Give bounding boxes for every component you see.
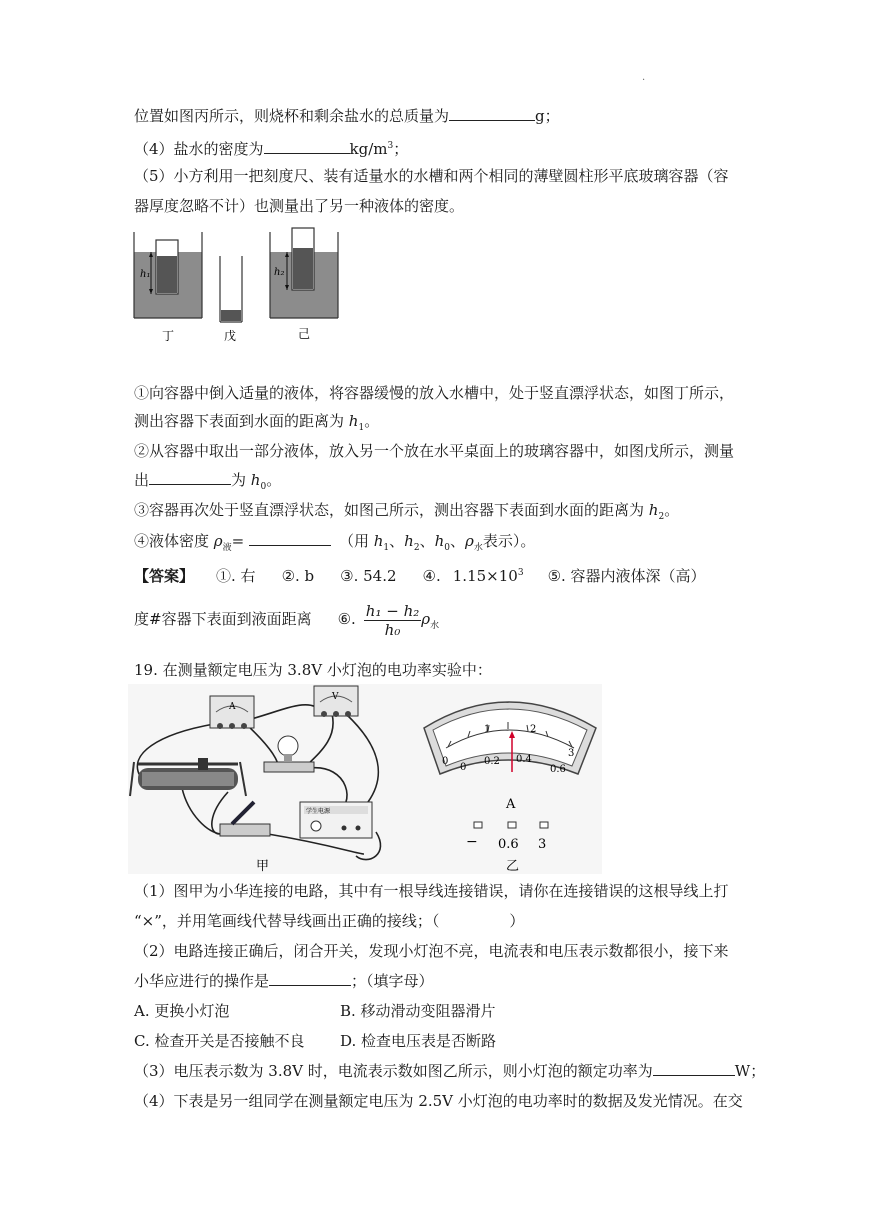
sym-rho-water-sub: 水 [473, 543, 483, 553]
text-line-1 [134, 106, 560, 126]
sym-h1-sub: 1 [358, 423, 365, 433]
sym-h: h [373, 532, 384, 550]
figure-containers [130, 222, 345, 348]
q19-part1a: （1）图甲为小华连接的电路，其中有一根导线连接错误，请你在连接错误的这根导线上打 [134, 882, 729, 900]
power-label: 学生电源 [306, 808, 331, 815]
sym-h0-sub: 0 [444, 543, 450, 553]
label-jia: 甲 [256, 859, 270, 874]
option-b: B. 移动滑动变阻器滑片 [340, 1002, 496, 1020]
figure-circuit [128, 684, 602, 874]
sym-h1-sub: 1 [383, 543, 390, 553]
q19-part1b [134, 911, 524, 931]
terminal-06: 0.6 [498, 837, 519, 852]
voltmeter-letter: V [332, 692, 339, 702]
dial-letter: A [506, 797, 516, 812]
step-4-pre: ④液体密度 [134, 532, 214, 550]
step-2a: ②从容器中取出一部分液体，放入另一个放在水平桌面上的玻璃容器中，如图戊所示，测量 [134, 442, 735, 460]
unit-sup: 3 [387, 141, 394, 151]
step-2b-pre: 出 [134, 471, 150, 489]
answer-3: ③. 54.2 [340, 567, 397, 585]
sym-rho: ρ [465, 532, 474, 550]
outer-2: 2 [530, 724, 537, 735]
answer-blank [264, 139, 350, 154]
options-cd [134, 1031, 496, 1051]
sym-rho: ρ [421, 610, 431, 628]
q19-part4: （4）下表是另一组同学在测量额定电压为 2.5V 小灯泡的电功率时的数据及发光情况。在交 [134, 1092, 743, 1110]
answer-blank [449, 106, 535, 121]
text-l2-tail: ； [393, 140, 409, 158]
sep: 、 [450, 532, 466, 550]
label-h1: h₁ [140, 269, 151, 280]
label-yi: 乙 [506, 859, 520, 874]
q19-part1b-text: “×”，并用笔画线代替导线画出正确的接线；（ [134, 912, 440, 930]
power-supply [300, 802, 372, 838]
sym-rho: ρ [213, 532, 223, 550]
sym-h0-sub: 0 [260, 482, 267, 492]
option-c: C. 检查开关是否接触不良 [134, 1032, 305, 1050]
step-3: ③容器再次处于竖直漂浮状态，如图己所示，测出容器下表面到水面的距离为 $h_2$。 [134, 501, 680, 522]
answer-5-cont: 度#容器下表面到液面距离 [134, 610, 312, 628]
q19-part2b-text: 小华应进行的操作是 [134, 972, 270, 990]
q19-part3-text: （3）电压表示数为 3.8V 时，电流表示数如图乙所示，则小灯泡的额定功率为 [134, 1062, 653, 1080]
sym-h: h [348, 412, 359, 430]
ammeter [210, 696, 254, 729]
answer-blank [653, 1061, 735, 1076]
step-1b: 测出容器下表面到水面的距离为 $h_1$。 [134, 412, 380, 433]
answer-2: ②. b [281, 567, 315, 585]
inner-2: 0.4 [516, 754, 532, 765]
question-19: 19. 在测量额定电压为 3.8V 小灯泡的电功率实验中： [134, 661, 492, 679]
unit: kg/m [349, 140, 388, 158]
step-4 [134, 531, 535, 558]
answer-line-2 [134, 601, 439, 644]
fraction-numerator: h₁ − h₂ [365, 601, 420, 620]
sym-rho-liq-sub: 液 [222, 543, 232, 553]
step-2b: 出 为 $h_0$。 [134, 471, 282, 492]
step-1a: ①向容器中倒入适量的液体，将容器缓慢的放入水槽中，处于竖直漂浮状态，如图丁所示， [134, 384, 735, 402]
outer-3: 3 [568, 748, 575, 759]
outer-0: 0 [442, 756, 449, 767]
tank-ding [134, 232, 202, 318]
answer-blank [269, 971, 351, 986]
label-ji: 己 [298, 327, 311, 341]
label-ding: 丁 [162, 329, 175, 343]
text-l1-tail: g； [535, 107, 560, 125]
answer-5: ⑤. 容器内液体深（高） [547, 567, 706, 585]
fraction-denominator: h₀ [384, 620, 401, 639]
step-4-close: 表示）。 [482, 532, 536, 550]
sym-rho-water-sub: 水 [430, 621, 440, 631]
answer-4-value: 1.15×10 [452, 567, 518, 585]
answer-blank [249, 531, 331, 546]
sym-h: h [434, 532, 445, 550]
answer-6: ⑥. [337, 610, 356, 628]
step-3-text: ③容器再次处于竖直漂浮状态，如图己所示，测出容器下表面到水面的距离为 [134, 501, 649, 519]
text-l1: 位置如图丙所示，则烧杯和剩余盐水的总质量为 [134, 107, 450, 125]
sym-h: h [404, 532, 414, 550]
sep: 、 [419, 532, 435, 550]
inner-1: 0.2 [484, 756, 500, 767]
text-line-4: 器厚度忽略不计）也测量出了另一种液体的密度。 [134, 197, 465, 215]
answer-line [134, 563, 706, 586]
option-a: A. 更换小灯泡 [134, 1002, 230, 1020]
answer-6-fraction [364, 602, 421, 639]
voltmeter [314, 686, 358, 717]
text-line-2 [134, 136, 408, 159]
outer-1: 1 [484, 724, 491, 735]
header-dot: . [642, 72, 646, 83]
sym-h: h [648, 501, 659, 519]
text-l2: （4）盐水的密度为 [134, 140, 264, 158]
sym-h2-sub: 2 [658, 512, 665, 522]
q19-part2b-tail: ；（填字母） [351, 972, 434, 990]
ammeter-letter: A [229, 702, 236, 712]
inner-3: 0.6 [550, 764, 566, 775]
step-4-open: （用 [338, 532, 374, 550]
step-2b-mid: 为 [231, 471, 251, 489]
answer-blank [149, 470, 231, 485]
label-wu: 戊 [224, 329, 237, 343]
sep: 、 [389, 532, 405, 550]
q19-part3 [134, 1061, 765, 1081]
answer-label: 【答案】 [134, 567, 195, 585]
q19-part2b [134, 971, 434, 991]
step-4-eq: = [231, 532, 249, 550]
step-1b-text: 测出容器下表面到水面的距离为 [134, 412, 349, 430]
options-ab [134, 1001, 496, 1021]
tube-wu [220, 256, 242, 322]
inner-0: 0 [460, 762, 467, 773]
answer-4: ④. [422, 567, 441, 585]
q19-part1b-end: ） [509, 912, 525, 930]
terminal-3: 3 [538, 837, 547, 852]
terminal-minus: − [466, 834, 478, 850]
label-h2: h₂ [274, 267, 285, 278]
q19-part3-tail: W； [734, 1062, 766, 1080]
option-d: D. 检查电压表是否断路 [340, 1032, 497, 1050]
sym-h2-sub: 2 [413, 543, 420, 553]
q19-part2a: （2）电路连接正确后，闭合开关，发现小灯泡不亮，电流表和电压表示数都很小，接下来 [134, 942, 729, 960]
sym-h: h [250, 471, 261, 489]
answer-1: ①. 右 [216, 567, 256, 585]
answer-4-sup: 3 [517, 568, 524, 578]
text-line-3: （5）小方利用一把刻度尺、装有适量水的水槽和两个相同的薄壁圆柱形平底玻璃容器（容 [134, 167, 729, 185]
tank-ji [270, 228, 338, 318]
